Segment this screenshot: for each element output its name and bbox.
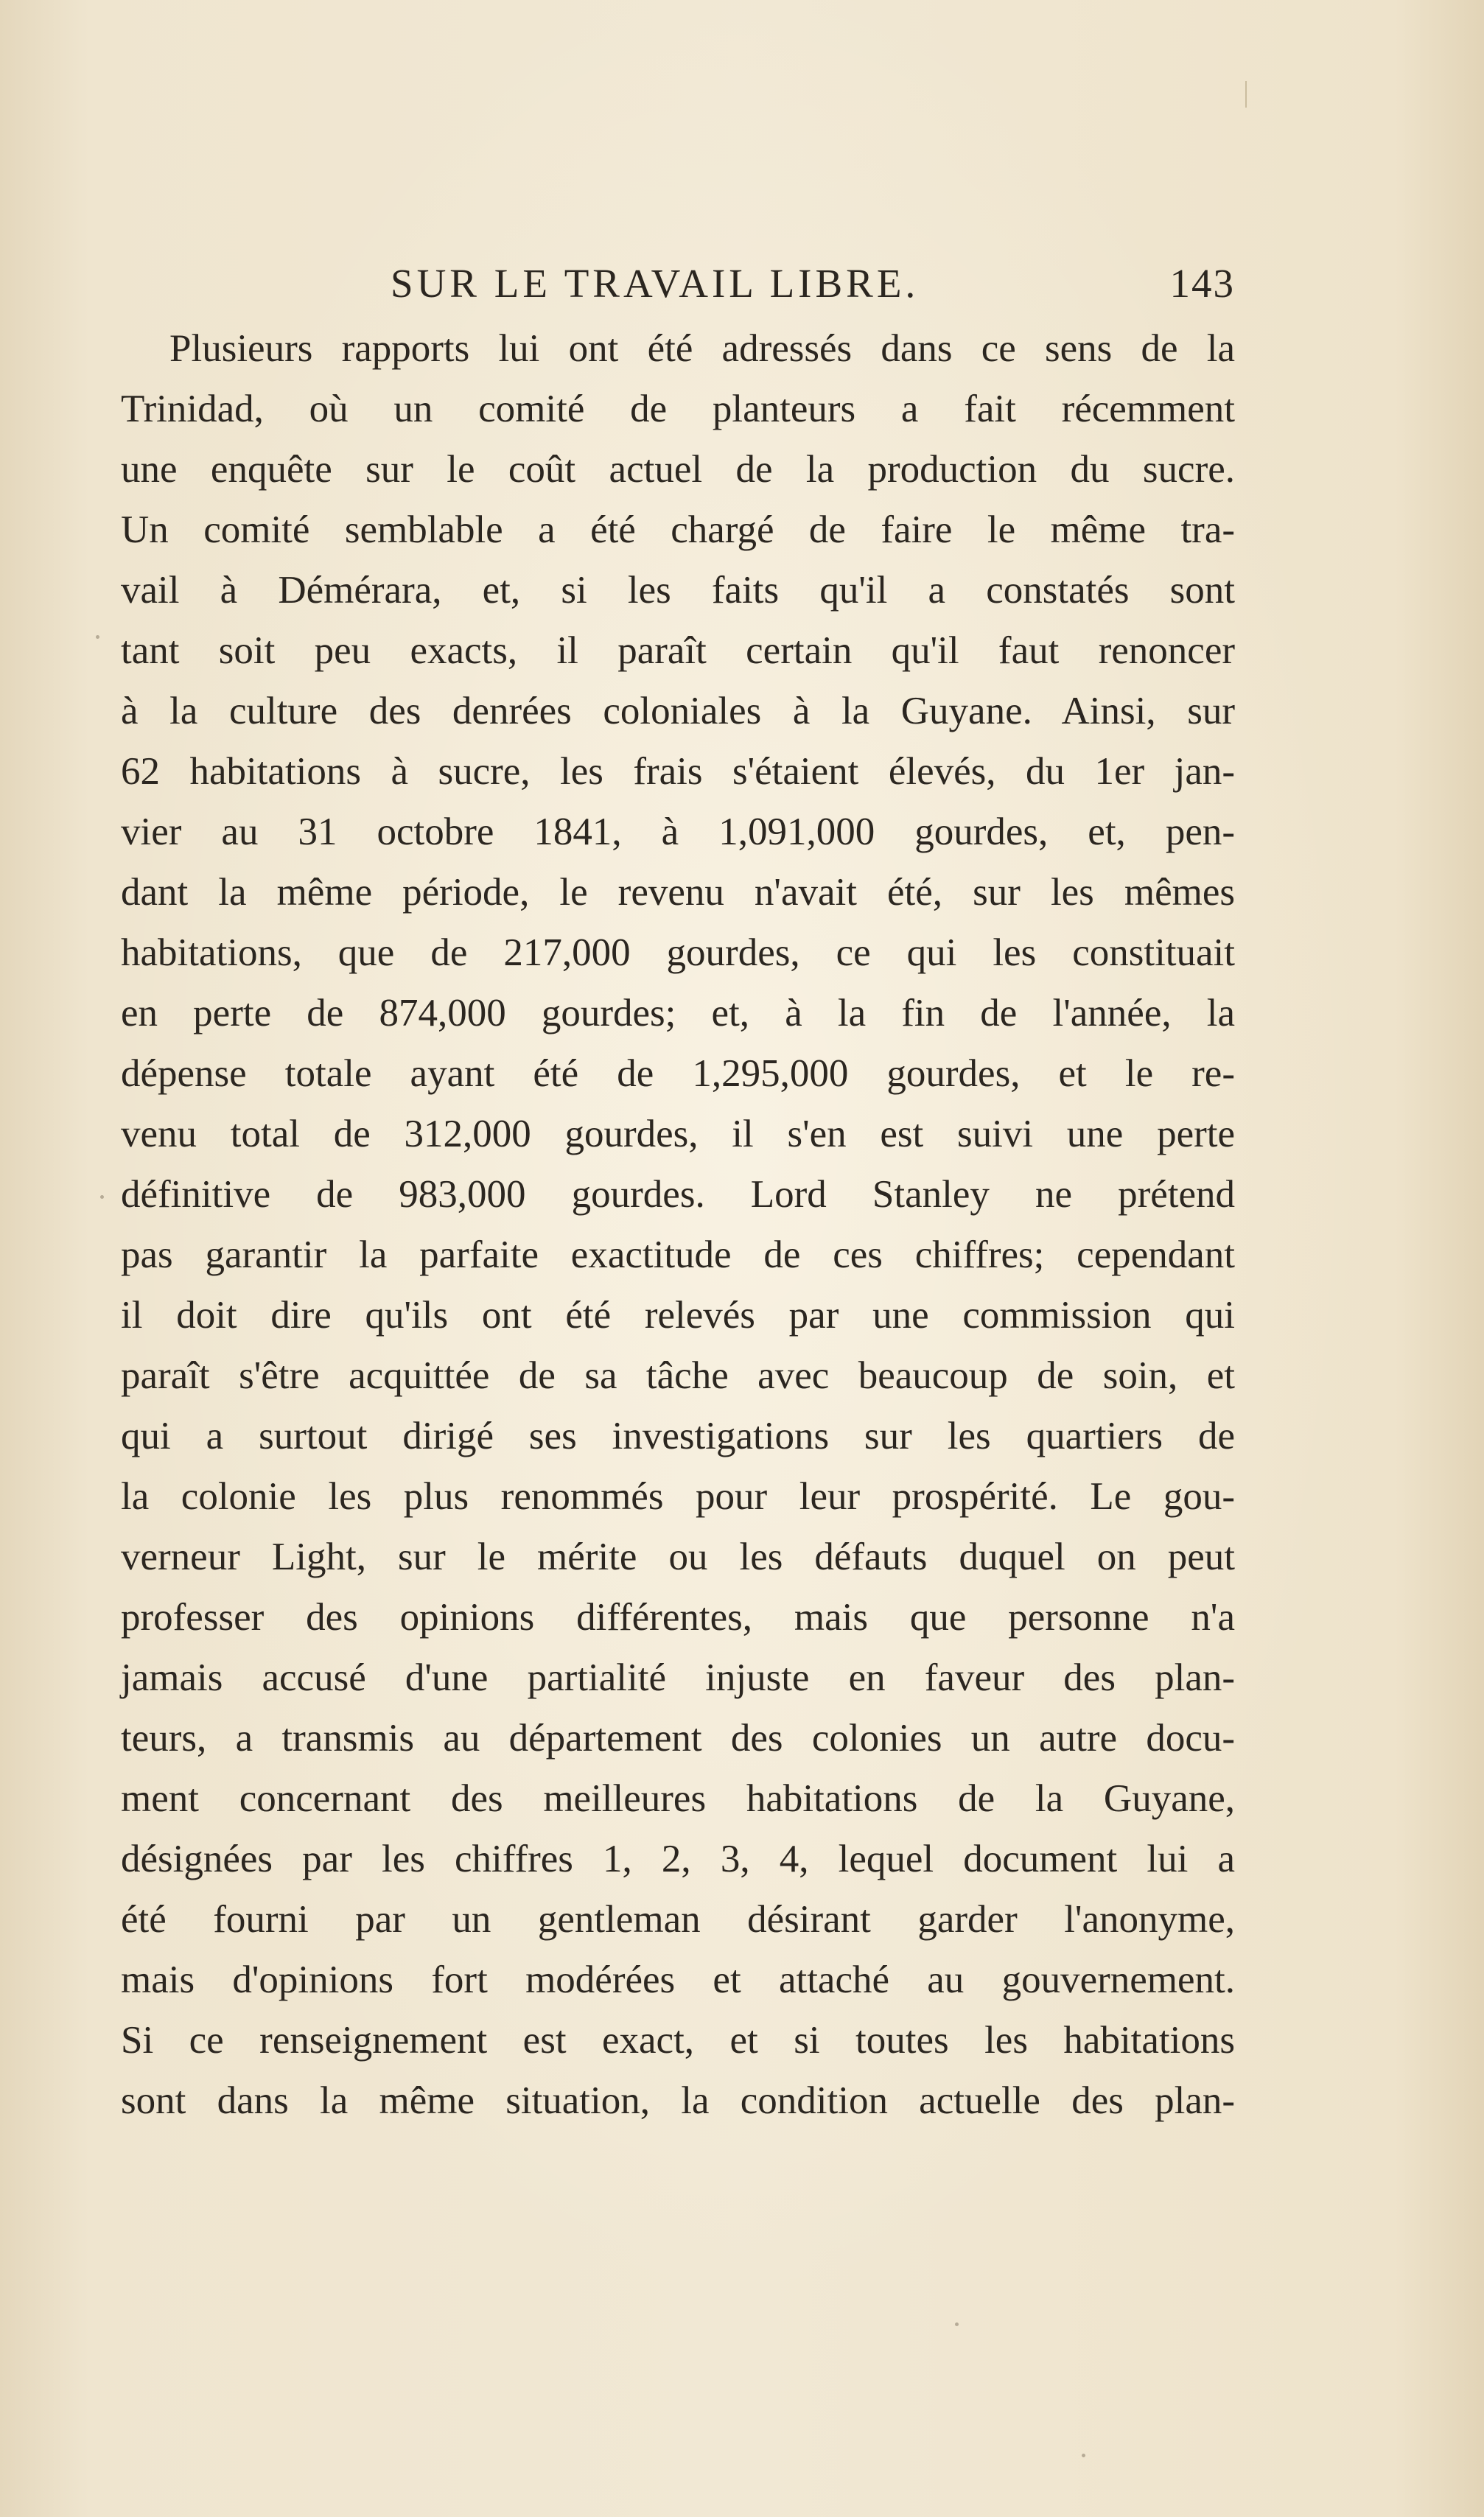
page-number: 143 — [1169, 261, 1235, 306]
text-line: en perte de 874,000 gourdes; et, à la fin de l'année, la — [121, 992, 1235, 1035]
paper-fold-mark — [1245, 81, 1247, 108]
text-line: vail à Démérara, et, si les faits qu'il a constatés sont — [121, 569, 1235, 612]
body-paragraph — [121, 318, 1235, 2131]
text-line: Un comité semblable a été chargé de faire le même tra- — [121, 508, 1235, 551]
text-line: sont dans la même situation, la condition actuelle des plan- — [121, 2079, 1235, 2122]
text-line: habitations, que de 217,000 gourdes, ce qui les constituait — [121, 931, 1235, 974]
text-line: dépense totale ayant été de 1,295,000 gourdes, et le re- — [121, 1052, 1235, 1095]
text-line: dant la même période, le revenu n'avait été, sur les mêmes — [121, 871, 1235, 914]
paper-speck — [955, 2322, 959, 2326]
text-line: vier au 31 octobre 1841, à 1,091,000 gourdes, et, pen- — [121, 811, 1235, 853]
text-line: qui a surtout dirigé ses investigations sur les quartiers de — [121, 1415, 1235, 1457]
text-line: une enquête sur le coût actuel de la production du sucre. — [121, 448, 1235, 491]
running-title: SUR LE TRAVAIL LIBRE. — [391, 261, 920, 306]
text-line: paraît s'être acquittée de sa tâche avec beaucoup de soin, et — [121, 1354, 1235, 1397]
text-line: 62 habitations à sucre, les frais s'étaient élevés, du 1er jan- — [121, 750, 1235, 793]
text-line: ment concernant des meilleures habitations de la Guyane, — [121, 1777, 1235, 1820]
text-line: Si ce renseignement est exact, et si toutes les habitations — [121, 2019, 1235, 2062]
text-line: professer des opinions différentes, mais que personne n'a — [121, 1596, 1235, 1639]
text-line: jamais accusé d'une partialité injuste en faveur des plan- — [121, 1656, 1235, 1699]
text-line: mais d'opinions fort modérées et attaché au gouvernement. — [121, 1958, 1235, 2001]
text-line: il doit dire qu'ils ont été relevés par une commission qui — [121, 1294, 1235, 1337]
text-line: désignées par les chiffres 1, 2, 3, 4, lequel document lui a — [121, 1838, 1235, 1880]
text-line: la colonie les plus renommés pour leur prospérité. Le gou- — [121, 1475, 1235, 1518]
text-line: teurs, a transmis au département des colonies un autre docu- — [121, 1717, 1235, 1760]
paper-speck — [1082, 2454, 1085, 2457]
text-line: Plusieurs rapports lui ont été adressés dans ce sens de la — [169, 327, 1235, 370]
text-line: pas garantir la parfaite exactitude de ces chiffres; cependant — [121, 1233, 1235, 1276]
text-line: tant soit peu exacts, il paraît certain qu'il faut renoncer — [121, 629, 1235, 672]
paper-speck — [100, 1195, 104, 1199]
text-line: définitive de 983,000 gourdes. Lord Stanley ne prétend — [121, 1173, 1235, 1216]
text-line: été fourni par un gentleman désirant garder l'anonyme, — [121, 1898, 1235, 1941]
paper-speck — [96, 635, 99, 639]
text-line: venu total de 312,000 gourdes, il s'en est suivi une perte — [121, 1113, 1235, 1155]
running-head — [391, 258, 1235, 309]
text-line: verneur Light, sur le mérite ou les défauts duquel on peut — [121, 1536, 1235, 1578]
text-line: à la culture des denrées coloniales à la Guyane. Ainsi, sur — [121, 690, 1235, 732]
text-line: Trinidad, où un comité de planteurs a fait récemment — [121, 388, 1235, 430]
